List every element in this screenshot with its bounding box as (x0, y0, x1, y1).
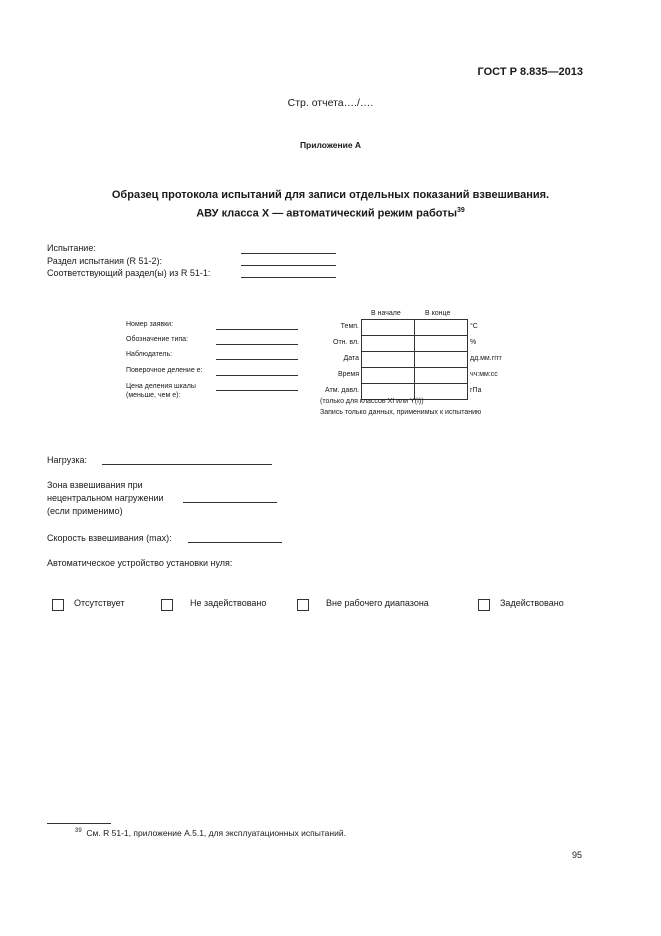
time-end-cell[interactable] (415, 368, 468, 384)
scale-interval-label: Цена деления шкалы (126, 383, 196, 390)
footnote-separator (47, 823, 111, 824)
scale-interval-sublabel: (меньше, чем е): (126, 392, 181, 399)
page-number: 95 (571, 850, 582, 860)
page-reference: Стр. отчета…./…. (287, 97, 374, 109)
table-note-classes: (только для классов XI или Y(I)) (320, 398, 424, 405)
zone-label-1: Зона взвешивания при (47, 480, 143, 490)
option-absent-label: Отсутствует (74, 598, 125, 608)
zone-label-3: (если применимо) (47, 506, 123, 516)
row-label-pressure: Атм. давл. (325, 387, 359, 394)
load-field[interactable] (102, 464, 272, 465)
zero-device-label: Автоматическое устройство установки нуля: (47, 558, 233, 568)
table-row (362, 352, 468, 368)
scale-interval-field[interactable] (216, 390, 298, 391)
humidity-end-cell[interactable] (415, 336, 468, 352)
observer-field[interactable] (216, 359, 298, 360)
unit-humidity: % (470, 339, 477, 346)
observer-label: Наблюдатель: (126, 351, 173, 358)
title-footnote-ref: 39 (457, 207, 465, 214)
option-out-of-range-label: Вне рабочего диапазона (326, 598, 429, 608)
table-note-applicable: Запись только данных, применимых к испытанию (320, 409, 482, 416)
related-sections-label: Соответствующий раздел(ы) из R 51-1: (47, 268, 211, 278)
footnote-text: См. R 51-1, приложение А.5.1, для эксплуатационных испытаний. (86, 828, 346, 838)
option-engaged-label: Задействовано (500, 598, 564, 608)
related-sections-field[interactable] (241, 277, 336, 278)
zone-label-2: нецентральном нагружении (47, 493, 164, 503)
document-title (0, 188, 661, 222)
table-row (362, 336, 468, 352)
row-label-temp: Темп. (340, 323, 359, 330)
option-not-engaged-checkbox[interactable] (161, 599, 173, 611)
test-field[interactable] (241, 253, 336, 254)
option-not-engaged-label: Не задействовано (190, 598, 267, 608)
footnote-number: 39 (75, 828, 82, 835)
option-absent-checkbox[interactable] (52, 599, 64, 611)
footnote (75, 828, 346, 838)
option-out-of-range-checkbox[interactable] (297, 599, 309, 611)
row-label-humidity: Отн. вл. (333, 339, 359, 346)
conditions-table (361, 319, 468, 400)
time-start-cell[interactable] (362, 368, 415, 384)
date-end-cell[interactable] (415, 352, 468, 368)
row-label-date: Дата (343, 355, 359, 362)
row-label-time: Время (337, 371, 359, 378)
type-designation-label: Обозначение типа: (126, 336, 188, 343)
speed-label: Скорость взвешивания (max): (47, 533, 172, 543)
unit-pressure: гПа (470, 387, 482, 394)
unit-date: дд.мм.гггг (470, 355, 502, 362)
temp-end-cell[interactable] (415, 320, 468, 336)
temp-start-cell[interactable] (362, 320, 415, 336)
unit-time: чч:мм:сс (470, 371, 498, 378)
appendix-heading: Приложение А (299, 140, 362, 150)
test-section-field[interactable] (241, 265, 336, 266)
title-line-1: Образец протокола испытаний для записи отдельных показаний взвешивания. (111, 189, 550, 201)
verification-division-label: Поверочное деление е: (126, 367, 203, 374)
option-engaged-checkbox[interactable] (478, 599, 490, 611)
request-number-field[interactable] (216, 329, 298, 330)
col-end-header: В конце (425, 310, 451, 317)
load-label: Нагрузка: (47, 455, 87, 465)
type-designation-field[interactable] (216, 344, 298, 345)
title-line-2: АВУ класса X — автоматический режим работы$^{39}$ (196, 207, 465, 220)
zone-field[interactable] (183, 502, 277, 503)
humidity-start-cell[interactable] (362, 336, 415, 352)
standard-header: ГОСТ Р 8.835—2013 (477, 66, 583, 78)
request-number-label: Номер заявки: (126, 321, 174, 328)
speed-field[interactable] (188, 542, 282, 543)
date-start-cell[interactable] (362, 352, 415, 368)
table-row (362, 320, 468, 336)
test-label: Испытание: (47, 243, 96, 253)
test-section-label: Раздел испытания (R 51-2): (47, 256, 163, 266)
verification-division-field[interactable] (216, 375, 298, 376)
unit-temp: °C (470, 323, 478, 330)
col-start-header: В начале (371, 310, 401, 317)
table-row (362, 368, 468, 384)
